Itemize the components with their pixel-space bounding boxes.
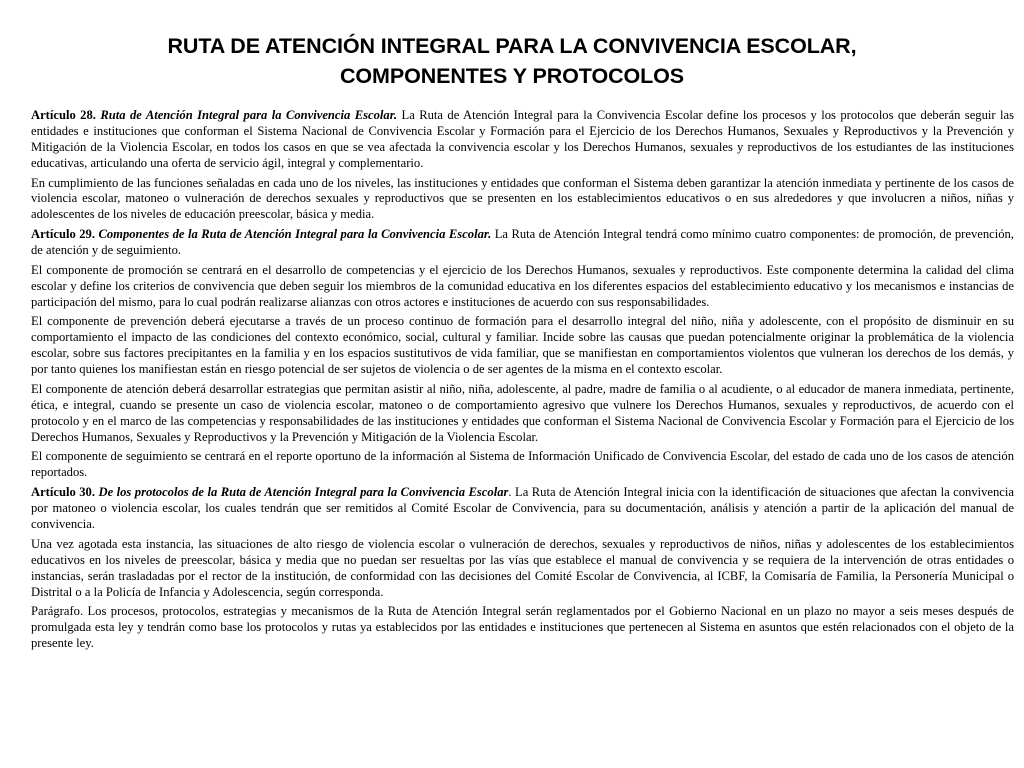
article-29-title: Componentes de la Ruta de Atención Integral para la Convivencia Escolar. — [98, 227, 492, 242]
article-30-lead: Artículo 30. — [31, 485, 95, 500]
compliance-text: En cumplimiento de las funciones señaladas en cada uno de los niveles, las instituciones y entidades que conforman el Sistema deben garantizar la atención inmediata y pertinente de los casos de violencia escolar, matoneo o vulneración de derechos sexuales y reproductivos que se presenten en los establecimientos educativos o en sus alrededores y que involucren a niños, niñas y adolescentes de los niveles de educación preescolar, básica y media. — [31, 175, 1014, 222]
article-29-lead: Artículo 29. — [31, 227, 95, 242]
follow-up-paragraph — [31, 449, 1014, 481]
article-29-text: La Ruta de Atención Integral tendrá como mínimo cuatro componentes: de promoción, de prevención, de atención y de seguimiento. — [31, 227, 1014, 258]
follow-up-text: El componente de seguimiento se centrará en el reporte oportuno de la información al Sistema de Información Unificado de Convivencia Escolar, del estado de cada uno de los casos de atención reportados. — [31, 449, 1014, 480]
prevention-text: El componente de prevención deberá ejecutarse a través de un proceso continuo de formación para el desarrollo integral del niño, niña y adolescente, con el propósito de disminuir en su comportamiento el impacto de las condiciones del contexto económico, social, cultural y familiar. Incide sobre las causas que puedan potencialmente originar la problemática de la violencia escolar, sobre sus factores precipitantes en la familia y en los espacios sustitutivos de vida familiar, que se manifiestan en comportamientos violentos que vulneran los derechos de los demás, y por tanto quienes los manifiestan están en riesgo potencial de ser sujetos de violencia o de ser agentes de la misma en el contexto escolar. — [31, 314, 1014, 377]
article-28-lead: Artículo 28. — [31, 108, 96, 122]
article-28-title: Ruta de Atención Integral para la Convivencia Escolar. — [100, 108, 398, 122]
article-30-title: De los protocolos de la Ruta de Atención Integral para la Convivencia Escolar — [98, 485, 509, 500]
article-28-paragraph — [31, 108, 1014, 172]
article-29-paragraph — [31, 227, 1014, 259]
promotion-paragraph — [31, 263, 1014, 311]
page-title — [40, 31, 984, 91]
attention-paragraph — [31, 382, 1014, 446]
document-body — [31, 108, 1014, 656]
article-30-text: . La Ruta de Atención Integral inicia con la identificación de situaciones que afectan la convivencia por matoneo o violencia escolar, los cuales tendrán que ser remitidos al Comité Escolar de Convivencia, para su documentación, análisis y atención a partir de la aplicación del manual de convivencia. — [31, 485, 1014, 531]
title-line-1: RUTA DE ATENCIÓN INTEGRAL PARA LA CONVIVENCIA ESCOLAR, — [167, 34, 857, 58]
promotion-text: El componente de promoción se centrará en el desarrollo de competencias y el ejercicio de los Derechos Humanos, sexuales y reproductivos. Este componente determina la calidad del clima escolar y define los criterios de convivencia que deben seguir los miembros de la comunidad educativa en los diferentes espacios del establecimiento educativo y los mecanismos e instancias de participación del mismo, para lo cual podrán realizarse alianzas con otros actores e instituciones de acuerdo con sus responsabilidades. — [31, 262, 1014, 309]
paragrafo-paragraph — [31, 604, 1014, 652]
article-30-paragraph — [31, 485, 1014, 533]
attention-text: El componente de atención deberá desarrollar estrategias que permitan asistir al niño, niña, adolescente, al padre, madre de familia o al acudiente, o al educador de manera inmediata, pertinente, ética, e integral, cuando se presente un caso de violencia escolar, matoneo o de comportamiento agresivo que vulnere los Derechos Humanos, sexuales y reproductivos, de acuerdo con el protocolo y en el marco de las competencias y responsabilidades de las instituciones y entidades que conforman el Sistema Nacional de Convivencia Escolar y Formación para el Ejercicio de los Derechos Humanos, Sexuales y Reproductivos y la Prevención y Mitigación de la Violencia Escolar. — [31, 381, 1014, 444]
escalation-paragraph — [31, 537, 1014, 601]
article-28-text: La Ruta de Atención Integral para la Convivencia Escolar define los procesos y los protocolos que deberán seguir las entidades e instituciones que conforman el Sistema Nacional de Convivencia Escolar y Formación para el Ejercicio de los Derechos Humanos, Sexuales y Reproductivos y la Prevención y Mitigación de la Violencia Escolar, en todos los casos en que se vea afectada la convivencia escolar y los Derechos Humanos, sexuales y reproductivos de los estudiantes de las instituciones educativas, articulando una oferta de servicio ágil, integral y complementario. — [31, 108, 1014, 170]
compliance-paragraph — [31, 176, 1014, 224]
paragrafo-text: Parágrafo. Los procesos, protocolos, estrategias y mecanismos de la Ruta de Atención Integral serán reglamentados por el Gobierno Nacional en un plazo no mayor a seis meses después de promulgada esta ley y tendrán como base los protocolos y rutas ya establecidos por las entidades e instituciones que pertenecen al Sistema en asuntos que estén relacionados con el objeto de la presente ley. — [31, 604, 1014, 651]
title-line-2: COMPONENTES Y PROTOCOLOS — [339, 64, 685, 88]
escalation-text: Una vez agotada esta instancia, las situaciones de alto riesgo de violencia escolar o vulneración de derechos, sexuales y reproductivos de niños, niñas y adolescentes de los establecimientos educativos en los niveles de preescolar, básica y media que no puedan ser resueltas por las vías que establece el manual de convivencia y se requiera de la intervención de otras entidades o instancias, serán trasladadas por el rector de la institución, de conformidad con las decisiones del Comité Escolar de Convivencia, al ICBF, la Comisaría de Familia, la Personería Municipal o Distrital o a la Policía de Infancia y Adolescencia, según corresponda. — [31, 536, 1014, 599]
prevention-paragraph — [31, 314, 1014, 378]
